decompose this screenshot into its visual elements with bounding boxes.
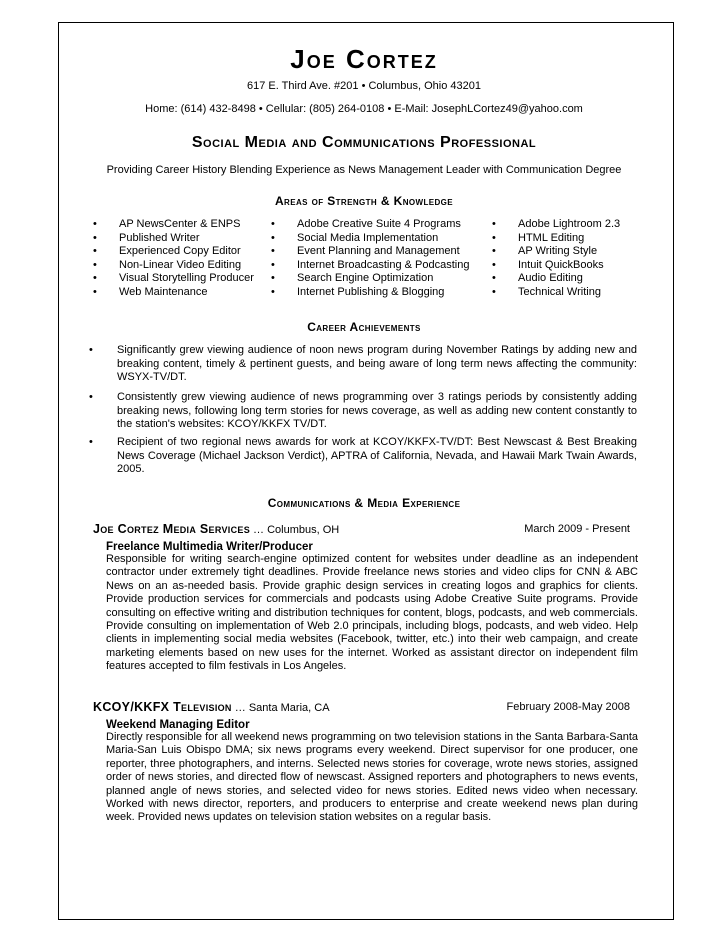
company-name: Joe Cortez Media Services: [93, 522, 250, 536]
bullet: •: [492, 272, 496, 285]
skill-item: [271, 286, 469, 300]
skill-text: Internet Broadcasting & Podcasting: [297, 258, 470, 271]
bullet: •: [271, 218, 275, 230]
skill-item: [93, 272, 254, 286]
bullet: •: [271, 231, 275, 244]
bullet: •: [93, 272, 97, 285]
bullet: •: [89, 344, 93, 356]
bullet: •: [93, 218, 97, 230]
bullet: •: [93, 285, 97, 298]
bullet: •: [271, 272, 275, 285]
candidate-name: Joe Cortez: [290, 44, 438, 74]
bullet: •: [492, 245, 496, 258]
achievement-item: [89, 344, 637, 385]
skill-item: [93, 245, 254, 259]
bullet: •: [93, 231, 97, 244]
bullet: •: [89, 436, 93, 448]
skill-text: Visual Storytelling Producer: [119, 272, 254, 285]
job-description: Responsible for writing search-engine optimized content for websites under deadline as an independent contractor under extremely tight deadlines. Provide freelance news stories and video clips for CNN & ABC News on an as-needed basis. Provide graphic design services in creating logos and graphics for clients. Provide production services for commercials and podcasts using Adobe Creative Suite programs. Provide consulting on effective writing and distribution techniques for content, blogs, podcasts, and web commercials. Provide consulting on implementation of Web 2.0 principals, including blogs, podcasts, and web video. Help clients in implementing social media websites (Facebook, twitter, etc.) into their web campaign, and create marketing elements based on new uses for the internet. Worked as assistant director on independent film features accepted to film festivals in Los Angeles.: [106, 553, 638, 673]
bullet: •: [271, 285, 275, 298]
achievement-text: Consistently grew viewing audience of news programming over 3 ratings periods by consistently adding breaking news, following long term stories for news coverage, as well as adding new content constantly to the station's websites: KCOY/KKFX TV/DT.: [117, 391, 637, 431]
skill-item: [492, 218, 620, 232]
skill-item: [492, 259, 620, 273]
skill-item: [271, 259, 469, 273]
skill-item: [93, 218, 254, 232]
skill-text: Technical Writing: [518, 285, 601, 298]
bullet: •: [492, 258, 496, 271]
bullet: •: [492, 231, 496, 244]
skill-item: [492, 286, 620, 300]
skill-text: Adobe Creative Suite 4 Programs: [297, 218, 461, 230]
skill-item: [271, 232, 469, 246]
achievement-text: Significantly grew viewing audience of noon news program during November Ratings by adding new and breaking content, timely & pertinent guests, and being aware of long term news affecting the community: WSYX-TV/DT.: [117, 344, 637, 384]
bullet: •: [93, 245, 97, 258]
bullet: •: [271, 258, 275, 271]
experience-title: Communications & Media Experience: [267, 496, 461, 510]
job-role: Freelance Multimedia Writer/Producer: [106, 541, 313, 553]
skill-text: Audio Editing: [518, 272, 583, 285]
bullet: •: [89, 391, 93, 403]
job-location: … Columbus, OH: [250, 524, 340, 536]
skills-column-1: [93, 218, 254, 300]
skill-item: [271, 245, 469, 259]
skill-text: HTML Editing: [518, 231, 585, 244]
skill-text: Search Engine Optimization: [297, 272, 434, 285]
skills-title: Areas of Strength & Knowledge: [274, 194, 454, 208]
achievements-title: Career Achievements: [307, 320, 421, 334]
skill-item: [271, 272, 469, 286]
skill-text: AP Writing Style: [518, 245, 598, 258]
skill-item: [93, 232, 254, 246]
skills-column-2: [271, 218, 469, 300]
skill-text: Non-Linear Video Editing: [119, 258, 242, 271]
achievement-text: Recipient of two regional news awards for work at KCOY/KKFX-TV/DT: Best Newscast & Best Breaking News Coverage (Michael Jackson Verdict), APTRA of California, Nevada, and Hawaii Mark Twain Awards, 2005.: [117, 436, 637, 476]
achievement-item: [89, 436, 637, 477]
job-heading: [93, 522, 638, 536]
skill-text: Experienced Copy Editor: [119, 245, 241, 258]
skill-text: Internet Publishing & Blogging: [297, 285, 445, 298]
skill-text: Published Writer: [119, 231, 200, 244]
skill-item: [492, 232, 620, 246]
skill-text: AP NewsCenter & ENPS: [119, 218, 241, 230]
skill-item: [93, 259, 254, 273]
job-role: Weekend Managing Editor: [106, 719, 250, 731]
skill-item: [492, 272, 620, 286]
job-dates: February 2008-May 2008: [506, 701, 630, 713]
achievement-item: [89, 391, 637, 432]
skill-text: Social Media Implementation: [297, 231, 439, 244]
skill-item: [93, 286, 254, 300]
job-entry: [93, 522, 638, 674]
skill-item: [492, 245, 620, 259]
skill-text: Web Maintenance: [119, 285, 208, 298]
headline: Social Media and Communications Professional: [191, 134, 537, 151]
job-heading: [93, 700, 638, 714]
bullet: •: [492, 285, 496, 298]
bullet: •: [492, 218, 496, 230]
bullet: •: [93, 258, 97, 271]
job-location: … Santa Maria, CA: [231, 702, 330, 714]
job-description: Directly responsible for all weekend news programming on two television stations in the Santa Barbara-Santa Maria-San Luis Obispo DMA; six news programs every weekend. Direct supervisor for one producer, one reporter, three photographers, and interns. Selected news stories for coverage, wrote news stories, assigned order of news stories, and directed flow of newscast. Assigned reporters and photographers to news events, planned angle of news stories, and selected video for news stories. Edited news video when necessary. Worked with news director, reporters, and producers to enterprise and create weekend news plan during week. Provided news updates on television station websites on a regular basis.: [106, 731, 638, 824]
contact-info: Home: (614) 432-8498 • Cellular: (805) 264-0108 • E-Mail: JosephLCortez49@yahoo.com: [145, 103, 583, 115]
address: 617 E. Third Ave. #201 • Columbus, Ohio 43201: [247, 80, 481, 92]
skills-column-3: [492, 218, 620, 300]
job-entry: [93, 700, 638, 825]
skill-text: Intuit QuickBooks: [518, 258, 604, 271]
job-dates: March 2009 - Present: [524, 523, 630, 535]
company-name: KCOY/KKFX Television: [93, 700, 232, 714]
bullet: •: [271, 245, 275, 258]
skill-text: Event Planning and Management: [297, 245, 460, 258]
skill-text: Adobe Lightroom 2.3: [518, 218, 621, 230]
skill-item: [271, 218, 469, 232]
subheadline: Providing Career History Blending Experience as News Management Leader with Communication Degree: [106, 164, 622, 176]
